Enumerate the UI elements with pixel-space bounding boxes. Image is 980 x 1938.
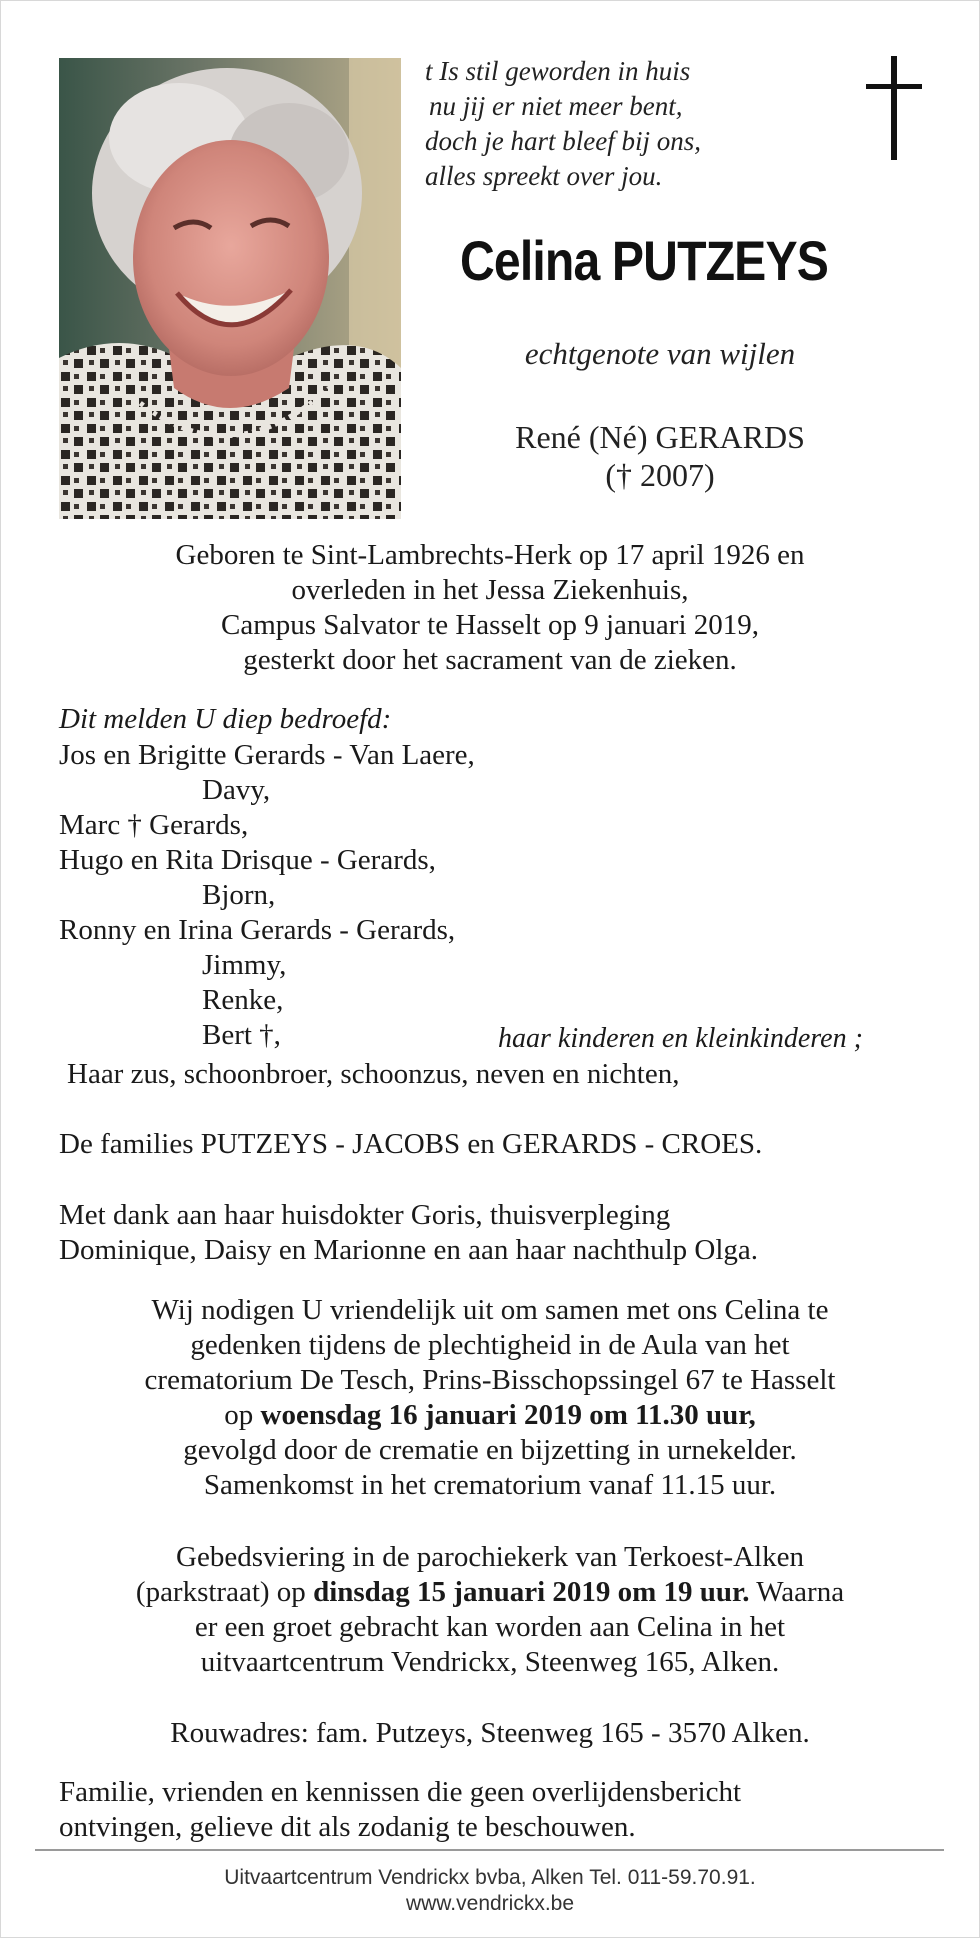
footer-website[interactable]: www.vendrickx.be — [405, 1892, 575, 1915]
mourning-address: Rouwadres: fam. Putzeys, Steenweg 165 - 3570 Alken. — [170, 1717, 810, 1749]
footer-company: Uitvaartcentrum Vendrickx bvba, Alken Tel. 011-59.70.91. — [224, 1866, 756, 1889]
poem-line: t Is stil geworden in huis — [425, 56, 691, 86]
poem — [425, 54, 755, 194]
poem-line: doch je hart bleef bij ons, — [425, 126, 701, 156]
portrait-photo — [59, 58, 401, 519]
mourner: Renke, — [202, 984, 284, 1016]
mourners-list — [59, 738, 939, 1053]
families-line: De families PUTZEYS - JACOBS en GERARDS - CROES. — [59, 1128, 763, 1160]
mourner: Bjorn, — [202, 879, 276, 911]
mourner: Hugo en Rita Drisque - Gerards, — [59, 844, 436, 876]
mourner: Jimmy, — [202, 949, 287, 981]
spouse-name: René (Né) GERARDS — [515, 419, 805, 455]
detail-line: gesterkt door het sacrament van de zieken. — [243, 644, 737, 676]
invite-line: Wij nodigen U vriendelijk uit om samen met ons Celina te — [151, 1294, 829, 1326]
cross-icon — [866, 56, 922, 160]
invite-line: gedenken tijdens de plechtigheid in de Aula van het — [190, 1329, 790, 1361]
mourners-intro: Dit melden U diep bedroefd: — [59, 703, 392, 735]
footer-divider — [35, 1849, 944, 1851]
detail-line: overleden in het Jessa Ziekenhuis, — [291, 574, 689, 606]
ceremony-date: woensdag 16 januari 2019 om 11.30 uur, — [260, 1399, 756, 1431]
deceased-name: Celina PUTZEYS — [460, 229, 828, 292]
prayer-line — [40, 1575, 940, 1610]
poem-line: alles spreekt over jou. — [425, 161, 663, 191]
notice-line: Familie, vrienden en kennissen die geen overlijdensbericht — [59, 1776, 742, 1808]
spouse-block — [400, 418, 920, 494]
invite-line: gevolgd door de crematie en bijzetting in urnekelder. — [183, 1434, 797, 1466]
children-label: haar kinderen en kleinkinderen ; — [498, 1023, 863, 1054]
prayer-line: Gebedsviering in de parochiekerk van Terkoest-Alken — [176, 1541, 804, 1573]
invite-line: Samenkomst in het crematorium vanaf 11.15 uur. — [203, 1469, 777, 1501]
prayer-line: uitvaartcentrum Vendrickx, Steenweg 165, Alken. — [200, 1646, 780, 1678]
mourner: Marc † Gerards, — [59, 809, 249, 841]
notice-block — [59, 1775, 939, 1845]
mourner: Ronny en Irina Gerards - Gerards, — [59, 914, 456, 946]
invite-line: crematorium De Tesch, Prins-Bisschopssingel 67 te Hasselt — [144, 1364, 836, 1396]
prayer-line: er een groet gebracht kan worden aan Celina in het — [194, 1611, 786, 1643]
invite-line — [40, 1398, 940, 1433]
mourner: Jos en Brigitte Gerards - Van Laere, — [59, 739, 475, 771]
spouse-death: († 2007) — [605, 457, 715, 493]
detail-line: Geboren te Sint-Lambrechts-Herk op 17 april 1926 en — [175, 539, 805, 571]
invite-prefix: op — [224, 1399, 261, 1431]
portrait-illustration — [59, 58, 401, 519]
thanks-line: Met dank aan haar huisdokter Goris, thuisverpleging — [59, 1199, 671, 1231]
mourner: Davy, — [202, 774, 271, 806]
prayer-service-block — [40, 1540, 940, 1680]
prayer-prefix: (parkstraat) op — [135, 1576, 314, 1608]
birth-death-details — [40, 538, 940, 678]
family-rest: Haar zus, schoonbroer, schoonzus, neven en nichten, — [67, 1058, 680, 1090]
spouse-intro: echtgenote van wijlen — [524, 336, 796, 371]
poem-line: nu jij er niet meer bent, — [429, 91, 683, 121]
notice-line: ontvingen, gelieve dit als zodanig te beschouwen. — [59, 1811, 636, 1843]
mourner: Bert †, — [202, 1019, 281, 1051]
invitation-block — [40, 1293, 940, 1503]
thanks-line: Dominique, Daisy en Marionne en aan haar nachthulp Olga. — [59, 1234, 759, 1266]
prayer-date: dinsdag 15 januari 2019 om 19 uur. — [313, 1576, 750, 1608]
detail-line: Campus Salvator te Hasselt op 9 januari 2019, — [220, 609, 759, 641]
prayer-suffix: Waarna — [749, 1576, 845, 1608]
footer — [40, 1865, 940, 1917]
thanks-block — [59, 1198, 939, 1268]
